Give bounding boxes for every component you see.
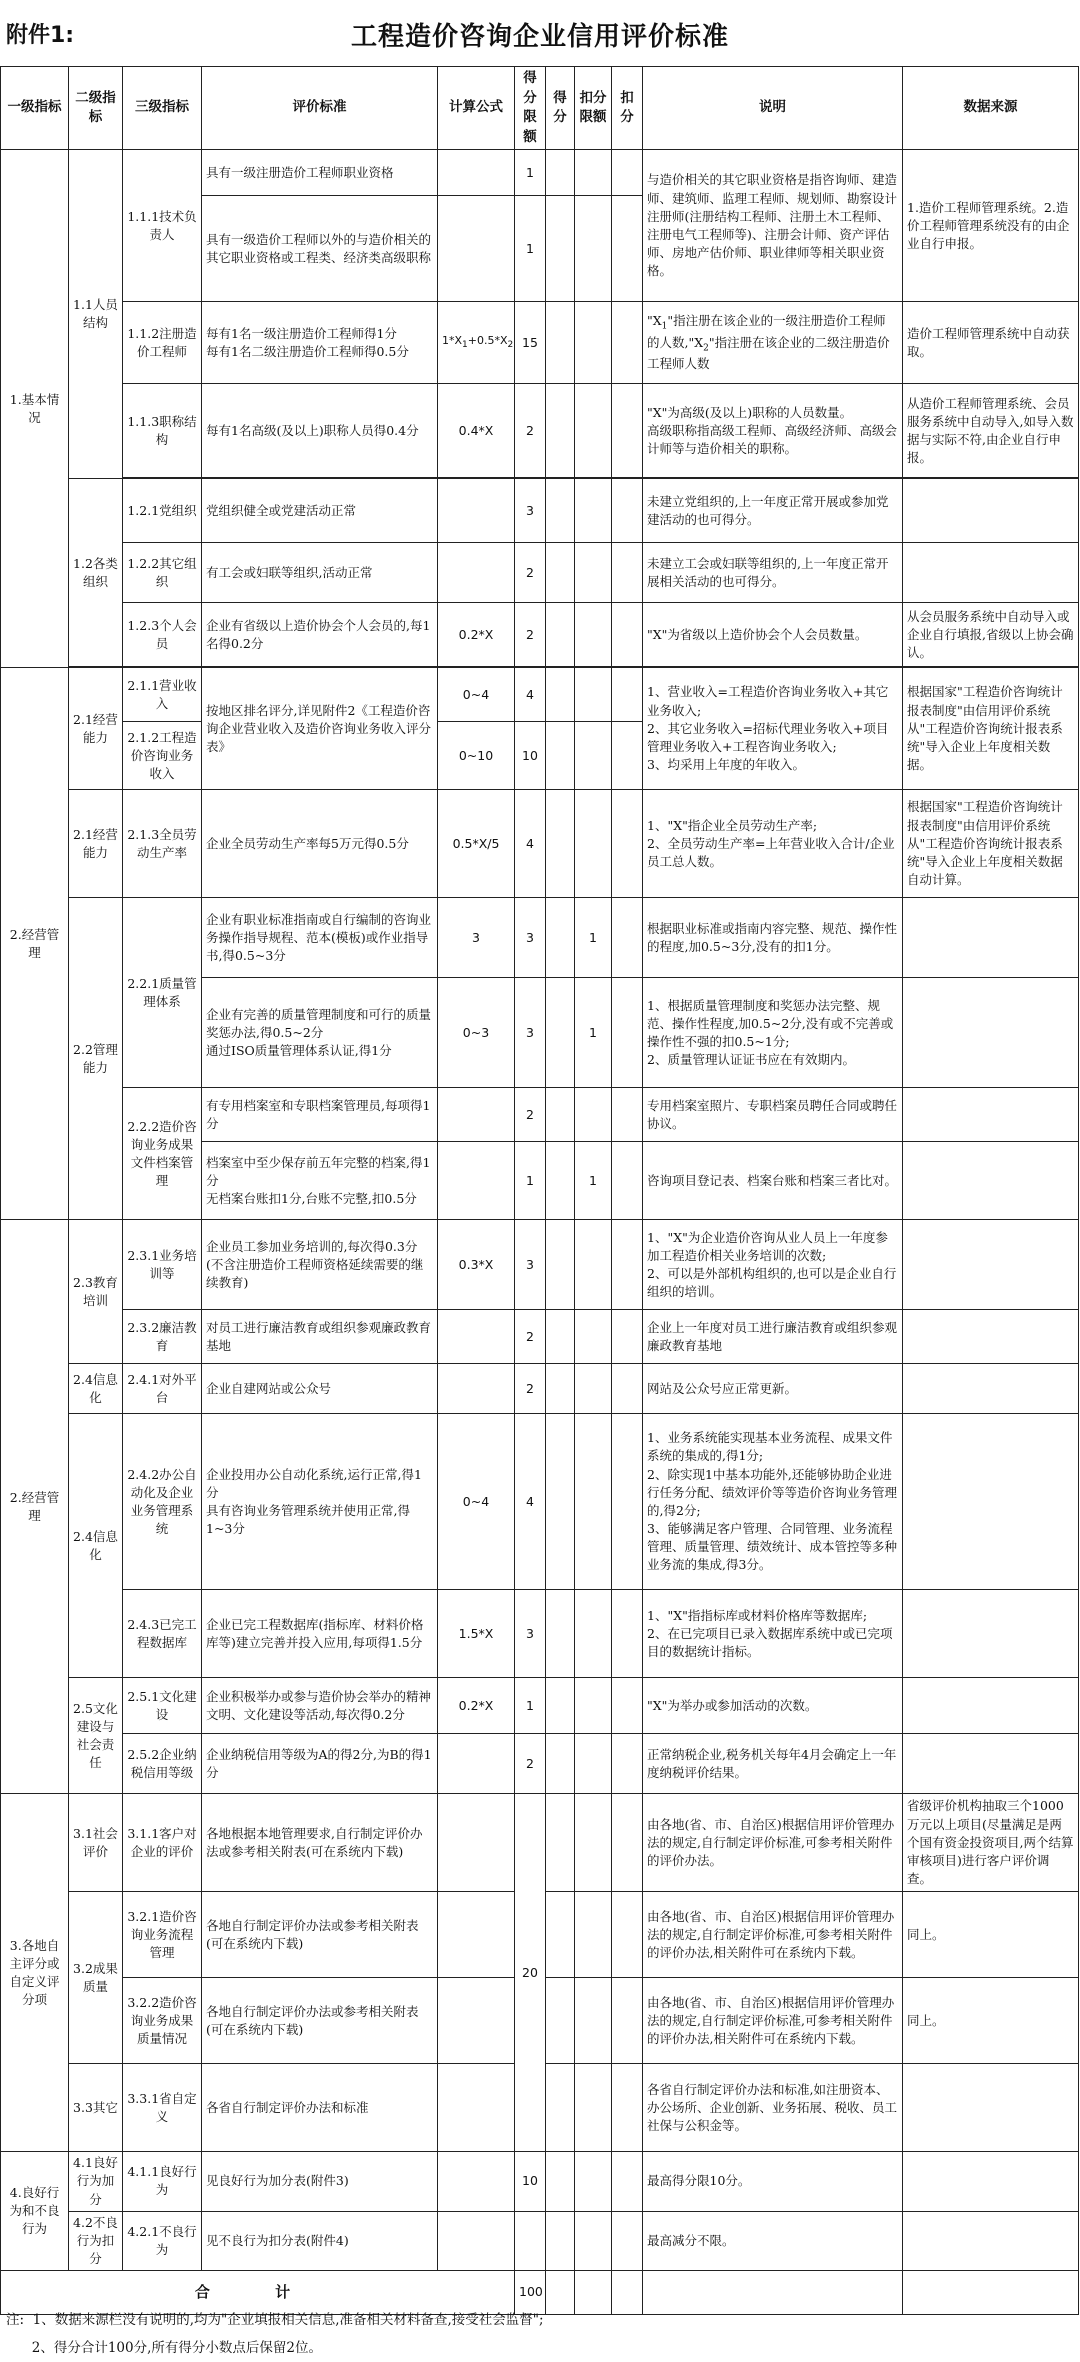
description-cell: 根据职业标准或指南内容完整、规范、操作性的程度,加0.5~3分,没有的扣1分。 [643, 898, 903, 978]
description-cell: "X"为高级(及以上)职称的人员数量。 高级职称指高级工程师、高级经济师、高级会计师等与造价相关的职称。 [643, 384, 903, 478]
level3-4-2-1: 4.2.1不良行为 [123, 2211, 202, 2270]
table-row [1, 302, 1079, 384]
source-cell: 从会员服务系统中自动导入或企业自行填报,省级以上协会确认。 [903, 603, 1079, 667]
score-limit-cell: 1 [515, 1142, 546, 1220]
score-limit-cell: 2 [515, 1310, 546, 1364]
criteria-cell: 有工会或妇联等组织,活动正常 [202, 543, 438, 603]
source-cell: 从造价工程师管理系统、会员服务系统中自动导入,如导入数据与实际不符,由企业自行申报。 [903, 384, 1079, 478]
table-row [1, 668, 1079, 722]
level2-2-1b: 2.1经营能力 [69, 790, 123, 898]
criteria-cell: 每有1名高级(及以上)职称人员得0.4分 [202, 384, 438, 478]
level1-basic: 1.基本情况 [1, 150, 69, 668]
level3-2-2-1: 2.2.1质量管理体系 [123, 898, 202, 1088]
col-header-score: 得分 [546, 67, 575, 150]
col-header-score-limit: 得分限额 [515, 67, 546, 150]
description-cell: 咨询项目登记表、档案台账和档案三者比对。 [643, 1142, 903, 1220]
page-title: 工程造价咨询企业信用评价标准 [350, 22, 729, 52]
footnote-1: 注: 1、数据来源栏没有说明的,均为"企业填报相关信息,准备相关材料备查,接受社会监督"; [6, 2312, 544, 2328]
criteria-cell: 各地自行制定评价办法或参考相关附表(可在系统内下载) [202, 1892, 438, 1978]
level1-behavior: 4.良好行为和不良行为 [1, 2152, 69, 2271]
deduction-limit-cell: 1 [575, 1142, 612, 1220]
criteria-cell: 企业已完工程数据库(指标库、材料价格库等)建立完善并投入应用,每项得1.5分 [202, 1590, 438, 1678]
criteria-cell: 企业积极举办或参与造价协会举办的精神文明、文化建设等活动,每次得0.2分 [202, 1678, 438, 1734]
level3-3-3-1: 3.3.1省自定义 [123, 2064, 202, 2152]
description-cell: 1、"X"指指标库或材料价格库等数据库; 2、在已完项目已录入数据库系统中或已完项目的数据统计指标。 [643, 1590, 903, 1678]
table-row [1, 790, 1079, 898]
score-limit-cell: 2 [515, 543, 546, 603]
score-limit-cell: 10 [515, 2152, 546, 2211]
level3-2-1-3: 2.1.3全员劳动生产率 [123, 790, 202, 898]
header-row [1, 67, 1079, 150]
criteria-cell: 具有一级造价工程师以外的与造价相关的其它职业资格或工程类、经济类高级职称 [202, 196, 438, 302]
col-header-level2: 二级指标 [69, 67, 123, 150]
table-row [1, 898, 1079, 978]
table-row [1, 1088, 1079, 1142]
formula-cell: $1*X_1+0.5*X_2$ [438, 302, 515, 384]
description-cell: 网站及公众号应正常更新。 [643, 1364, 903, 1414]
score-limit-cell: 1 [515, 150, 546, 196]
table-row [1, 1590, 1079, 1678]
col-header-level3: 三级指标 [123, 67, 202, 150]
criteria-cell: 企业有职业标准指南或自行编制的咨询业务操作指导规程、范本(模板)或作业指导书,得0.5~3分 [202, 898, 438, 978]
formula-cell: 0.2*X [438, 603, 515, 667]
criteria-cell: 见良好行为加分表(附件3) [202, 2152, 438, 2211]
formula-cell: 0.5*X/5 [438, 790, 515, 898]
description-cell: 由各地(省、市、自治区)根据信用评价管理办法的规定,自行制定评价标准,可参考相关附件的评价办法。 [643, 1794, 903, 1892]
description-cell: "X"为省级以上造价协会个人会员数量。 [643, 603, 903, 667]
level1-management-2: 2.经营管理 [1, 1220, 69, 1794]
criteria-cell: 企业有省级以上造价协会个人会员的,每1名得0.2分 [202, 603, 438, 667]
level3-1-1-1: 1.1.1技术负责人 [123, 150, 202, 302]
description-cell: 最高得分限10分。 [643, 2152, 903, 2211]
description-cell: 1、业务系统能实现基本业务流程、成果文件系统的集成的,得1分; 2、除实现1中基本功能外,还能够协助企业进行任务分配、绩效评价等等造价咨询业务管理的,得2分; 3、能够满足客户管理、合同管理、业务流程管理、质量管理、绩效统计、成本管控等多种业务流的集成,得3分。 [643, 1414, 903, 1590]
formula-cell: 3 [438, 898, 515, 978]
score-limit-cell: 1 [515, 1678, 546, 1734]
table-row [1, 1414, 1079, 1590]
table-row [1, 384, 1079, 478]
level2-2-5: 2.5文化建设与社会责任 [69, 1678, 123, 1794]
level3-2-5-1: 2.5.1文化建设 [123, 1678, 202, 1734]
criteria-cell: 企业全员劳动生产率每5万元得0.5分 [202, 790, 438, 898]
criteria-cell: 有专用档案室和专职档案管理员,每项得1分 [202, 1088, 438, 1142]
level3-2-2-2: 2.2.2造价咨询业务成果文件档案管理 [123, 1088, 202, 1220]
table-row [1, 1364, 1079, 1414]
score-limit-cell: 2 [515, 603, 546, 667]
description-cell: 专用档案室照片、专职档案员聘任合同或聘任协议。 [643, 1088, 903, 1142]
criteria-cell: 各省自行制定评价办法和标准 [202, 2064, 438, 2152]
score-limit-cell: 2 [515, 1364, 546, 1414]
table-row [1, 479, 1079, 543]
level3-3-2-1: 3.2.1造价咨询业务流程管理 [123, 1892, 202, 1978]
level3-4-1-1: 4.1.1良好行为 [123, 2152, 202, 2211]
level2-3-1: 3.1社会评价 [69, 1794, 123, 1892]
table-row [1, 1678, 1079, 1734]
source-cell: 根据国家"工程造价咨询统计报表制度"由信用评价系统从"工程造价咨询统计报表系统"导入企业上年度相关数据自动计算。 [903, 790, 1079, 898]
formula-cell: 0~4 [438, 668, 515, 722]
col-header-level1: 一级指标 [1, 67, 69, 150]
criteria-cell: 企业投用办公自动化系统,运行正常,得1分 具有咨询业务管理系统并使用正常,得1~3分 [202, 1414, 438, 1590]
level3-1-2-2: 1.2.2其它组织 [123, 543, 202, 603]
description-cell: 未建立党组织的,上一年度正常开展或参加党建活动的也可得分。 [643, 479, 903, 543]
source-cell: 同上。 [903, 1892, 1079, 1978]
col-header-criteria: 评价标准 [202, 67, 438, 150]
col-header-deduction: 扣分 [612, 67, 643, 150]
criteria-cell: 每有1名一级注册造价工程师得1分 每有1名二级注册造价工程师得0.5分 [202, 302, 438, 384]
description-cell: 1、"X"指企业全员劳动生产率; 2、全员劳动生产率=上年营业收入合计/企业员工总人数。 [643, 790, 903, 898]
criteria-cell: 按地区排名评分,详见附件2《工程造价咨询企业营业收入及造价咨询业务收入评分表》 [202, 668, 438, 790]
score-limit-cell: 3 [515, 898, 546, 978]
footnotes [6, 2306, 544, 2362]
description-cell: 由各地(省、市、自治区)根据信用评价管理办法的规定,自行制定评价标准,可参考相关附件的评价办法,相关附件可在系统内下载。 [643, 1892, 903, 1978]
description-cell: 与造价相关的其它职业资格是指咨询师、建造师、建筑师、监理工程师、规划师、勘察设计注册师(注册结构工程师、注册土木工程师、注册电气工程师等)、注册会计师、资产评估师、房地产估价师、职业律师等相关职业资格。 [643, 150, 903, 302]
table-row [1, 150, 1079, 196]
total-label: 合 计 [1, 2271, 515, 2315]
description-cell: "X"为举办或参加活动的次数。 [643, 1678, 903, 1734]
score-limit-cell: 2 [515, 384, 546, 478]
attachment-label: 附件1: [6, 23, 75, 48]
score-limit-cell: 2 [515, 1734, 546, 1794]
score-limit-cell: 4 [515, 1414, 546, 1590]
table-row [1, 1310, 1079, 1364]
score-limit-cell: 3 [515, 1590, 546, 1678]
criteria-cell: 党组织健全或党建活动正常 [202, 479, 438, 543]
level3-2-3-1: 2.3.1业务培训等 [123, 1220, 202, 1310]
score-limit-cell: 10 [515, 722, 546, 790]
level3-1-2-3: 1.2.3个人会员 [123, 603, 202, 667]
level2-2-4b: 2.4信息化 [69, 1414, 123, 1678]
level2-4-2: 4.2不良行为扣分 [69, 2211, 123, 2270]
description-cell: 1、"X"为企业造价咨询从业人员上一年度参加工程造价相关业务培训的次数; 2、可以是外部机构组织的,也可以是企业自行组织的培训。 [643, 1220, 903, 1310]
level3-1-1-3: 1.1.3职称结构 [123, 384, 202, 478]
level2-2-2: 2.2管理能力 [69, 898, 123, 1220]
level2-1-1: 1.1人员结构 [69, 150, 123, 479]
evaluation-table [0, 66, 1079, 2315]
level3-2-4-3: 2.4.3已完工程数据库 [123, 1590, 202, 1678]
source-cell: 同上。 [903, 1978, 1079, 2064]
table-row [1, 1794, 1079, 1892]
score-limit-cell: 3 [515, 479, 546, 543]
criteria-cell: 各地根据本地管理要求,自行制定评价办法或参考相关附表(可在系统内下载) [202, 1794, 438, 1892]
source-cell: 省级评价机构抽取三个1000万元以上项目(尽量满足是两个国有资金投资项目,两个结算审核项目)进行客户评价调查。 [903, 1794, 1079, 1892]
col-header-data-source: 数据来源 [903, 67, 1079, 150]
level3-3-1-1: 3.1.1客户对企业的评价 [123, 1794, 202, 1892]
level2-2-1a: 2.1经营能力 [69, 668, 123, 790]
level3-3-2-2: 3.2.2造价咨询业务成果质量情况 [123, 1978, 202, 2064]
formula-cell: 0~3 [438, 978, 515, 1088]
level3-2-4-2: 2.4.2办公自动化及企业业务管理系统 [123, 1414, 202, 1590]
formula-cell: 0~4 [438, 1414, 515, 1590]
criteria-cell: 企业自建网站或公众号 [202, 1364, 438, 1414]
score-limit-cell: 20 [515, 1794, 546, 2152]
level1-custom: 3.各地自主评分或自定义评分项 [1, 1794, 69, 2152]
formula-cell: 0.4*X [438, 384, 515, 478]
description-cell: 1、根据质量管理制度和奖惩办法完整、规范、操作性程度,加0.5~2分,没有或不完善或操作性不强的扣0.5~1分; 2、质量管理认证证书应在有效期内。 [643, 978, 903, 1088]
criteria-cell: 对员工进行廉洁教育或组织参观廉政教育基地 [202, 1310, 438, 1364]
formula-cell: 1.5*X [438, 1590, 515, 1678]
criteria-cell: 具有一级注册造价工程师职业资格 [202, 150, 438, 196]
formula-cell: 0~10 [438, 722, 515, 790]
description-cell: 1、营业收入=工程造价咨询业务收入+其它业务收入; 2、其它业务收入=招标代理业务收入+项目管理业务收入+工程咨询业务收入; 3、均采用上年度的年收入。 [643, 668, 903, 790]
table-row [1, 2211, 1079, 2270]
score-limit-cell: 3 [515, 978, 546, 1088]
col-header-formula: 计算公式 [438, 67, 515, 150]
level3-2-1-2: 2.1.2工程造价咨询业务收入 [123, 722, 202, 790]
score-limit-cell: 3 [515, 1220, 546, 1310]
description-cell: 最高减分不限。 [643, 2211, 903, 2270]
level2-3-3: 3.3其它 [69, 2064, 123, 2152]
description-cell: 企业上一年度对员工进行廉洁教育或组织参观廉政教育基地 [643, 1310, 903, 1364]
table-row [1, 1734, 1079, 1794]
level2-4-1: 4.1良好行为加分 [69, 2152, 123, 2211]
level3-2-4-1: 2.4.1对外平台 [123, 1364, 202, 1414]
level1-management: 2.经营管理 [1, 668, 69, 1220]
description-cell: 各省自行制定评价办法和标准,如注册资本、办公场所、企业创新、业务拓展、税收、员工社保与公积金等。 [643, 2064, 903, 2152]
formula-cell: 0.2*X [438, 1678, 515, 1734]
level3-2-5-2: 2.5.2企业纳税信用等级 [123, 1734, 202, 1794]
source-cell: 造价工程师管理系统中自动获取。 [903, 302, 1079, 384]
score-limit-cell: 4 [515, 790, 546, 898]
description-cell: 由各地(省、市、自治区)根据信用评价管理办法的规定,自行制定评价标准,可参考相关附件的评价办法,相关附件可在系统内下载。 [643, 1978, 903, 2064]
table-row [1, 603, 1079, 667]
description-cell: "$X_1$"指注册在该企业的一级注册造价工程师的人数$,"X_2$"指注册在该企业的二级注册造价工程师人数 [643, 302, 903, 384]
criteria-cell: 企业有完善的质量管理制度和可行的质量奖惩办法,得0.5~2分 通过ISO质量管理体系认证,得1分 [202, 978, 438, 1088]
level2-2-3: 2.3教育培训 [69, 1220, 123, 1364]
criteria-cell: 见不良行为扣分表(附件4) [202, 2211, 438, 2270]
table-row [1, 2152, 1079, 2211]
table-row [1, 1220, 1079, 1310]
source-cell: 根据国家"工程造价咨询统计报表制度"由信用评价系统从"工程造价咨询统计报表系统"导入企业上年度相关数据。 [903, 668, 1079, 790]
level2-1-2: 1.2各类组织 [69, 479, 123, 667]
source-cell: 1.造价工程师管理系统。2.造价工程师管理系统没有的由企业自行申报。 [903, 150, 1079, 302]
score-limit-cell: 4 [515, 668, 546, 722]
description-cell: 未建立工会或妇联等组织的,上一年度正常开展相关活动的也可得分。 [643, 543, 903, 603]
level3-1-1-2: 1.1.2注册造价工程师 [123, 302, 202, 384]
criteria-cell: 各地自行制定评价办法或参考相关附表(可在系统内下载) [202, 1978, 438, 2064]
total-value: 100 [515, 2271, 546, 2315]
footnote-2: 2、得分合计100分,所有得分小数点后保留2位。 [6, 2340, 322, 2356]
score-limit-cell: 15 [515, 302, 546, 384]
formula-cell: 0.3*X [438, 1220, 515, 1310]
col-header-description: 说明 [643, 67, 903, 150]
criteria-cell: 企业员工参加业务培训的,每次得0.3分(不含注册造价工程师资格延续需要的继续教育) [202, 1220, 438, 1310]
level3-2-1-1: 2.1.1营业收入 [123, 668, 202, 722]
level3-2-3-2: 2.3.2廉洁教育 [123, 1310, 202, 1364]
table-row [1, 543, 1079, 603]
deduction-limit-cell: 1 [575, 898, 612, 978]
description-cell: 正常纳税企业,税务机关每年4月会确定上一年度纳税评价结果。 [643, 1734, 903, 1794]
level2-2-4a: 2.4信息化 [69, 1364, 123, 1414]
col-header-deduction-limit: 扣分限额 [575, 67, 612, 150]
criteria-cell: 档案室中至少保存前五年完整的档案,得1分 无档案台账扣1分,台账不完整,扣0.5分 [202, 1142, 438, 1220]
score-limit-cell: 1 [515, 196, 546, 302]
level3-1-2-1: 1.2.1党组织 [123, 479, 202, 543]
deduction-limit-cell: 1 [575, 978, 612, 1088]
criteria-cell: 企业纳税信用等级为A的得2分,为B的得1分 [202, 1734, 438, 1794]
score-limit-cell: 2 [515, 1088, 546, 1142]
level2-3-2: 3.2成果质量 [69, 1892, 123, 2064]
